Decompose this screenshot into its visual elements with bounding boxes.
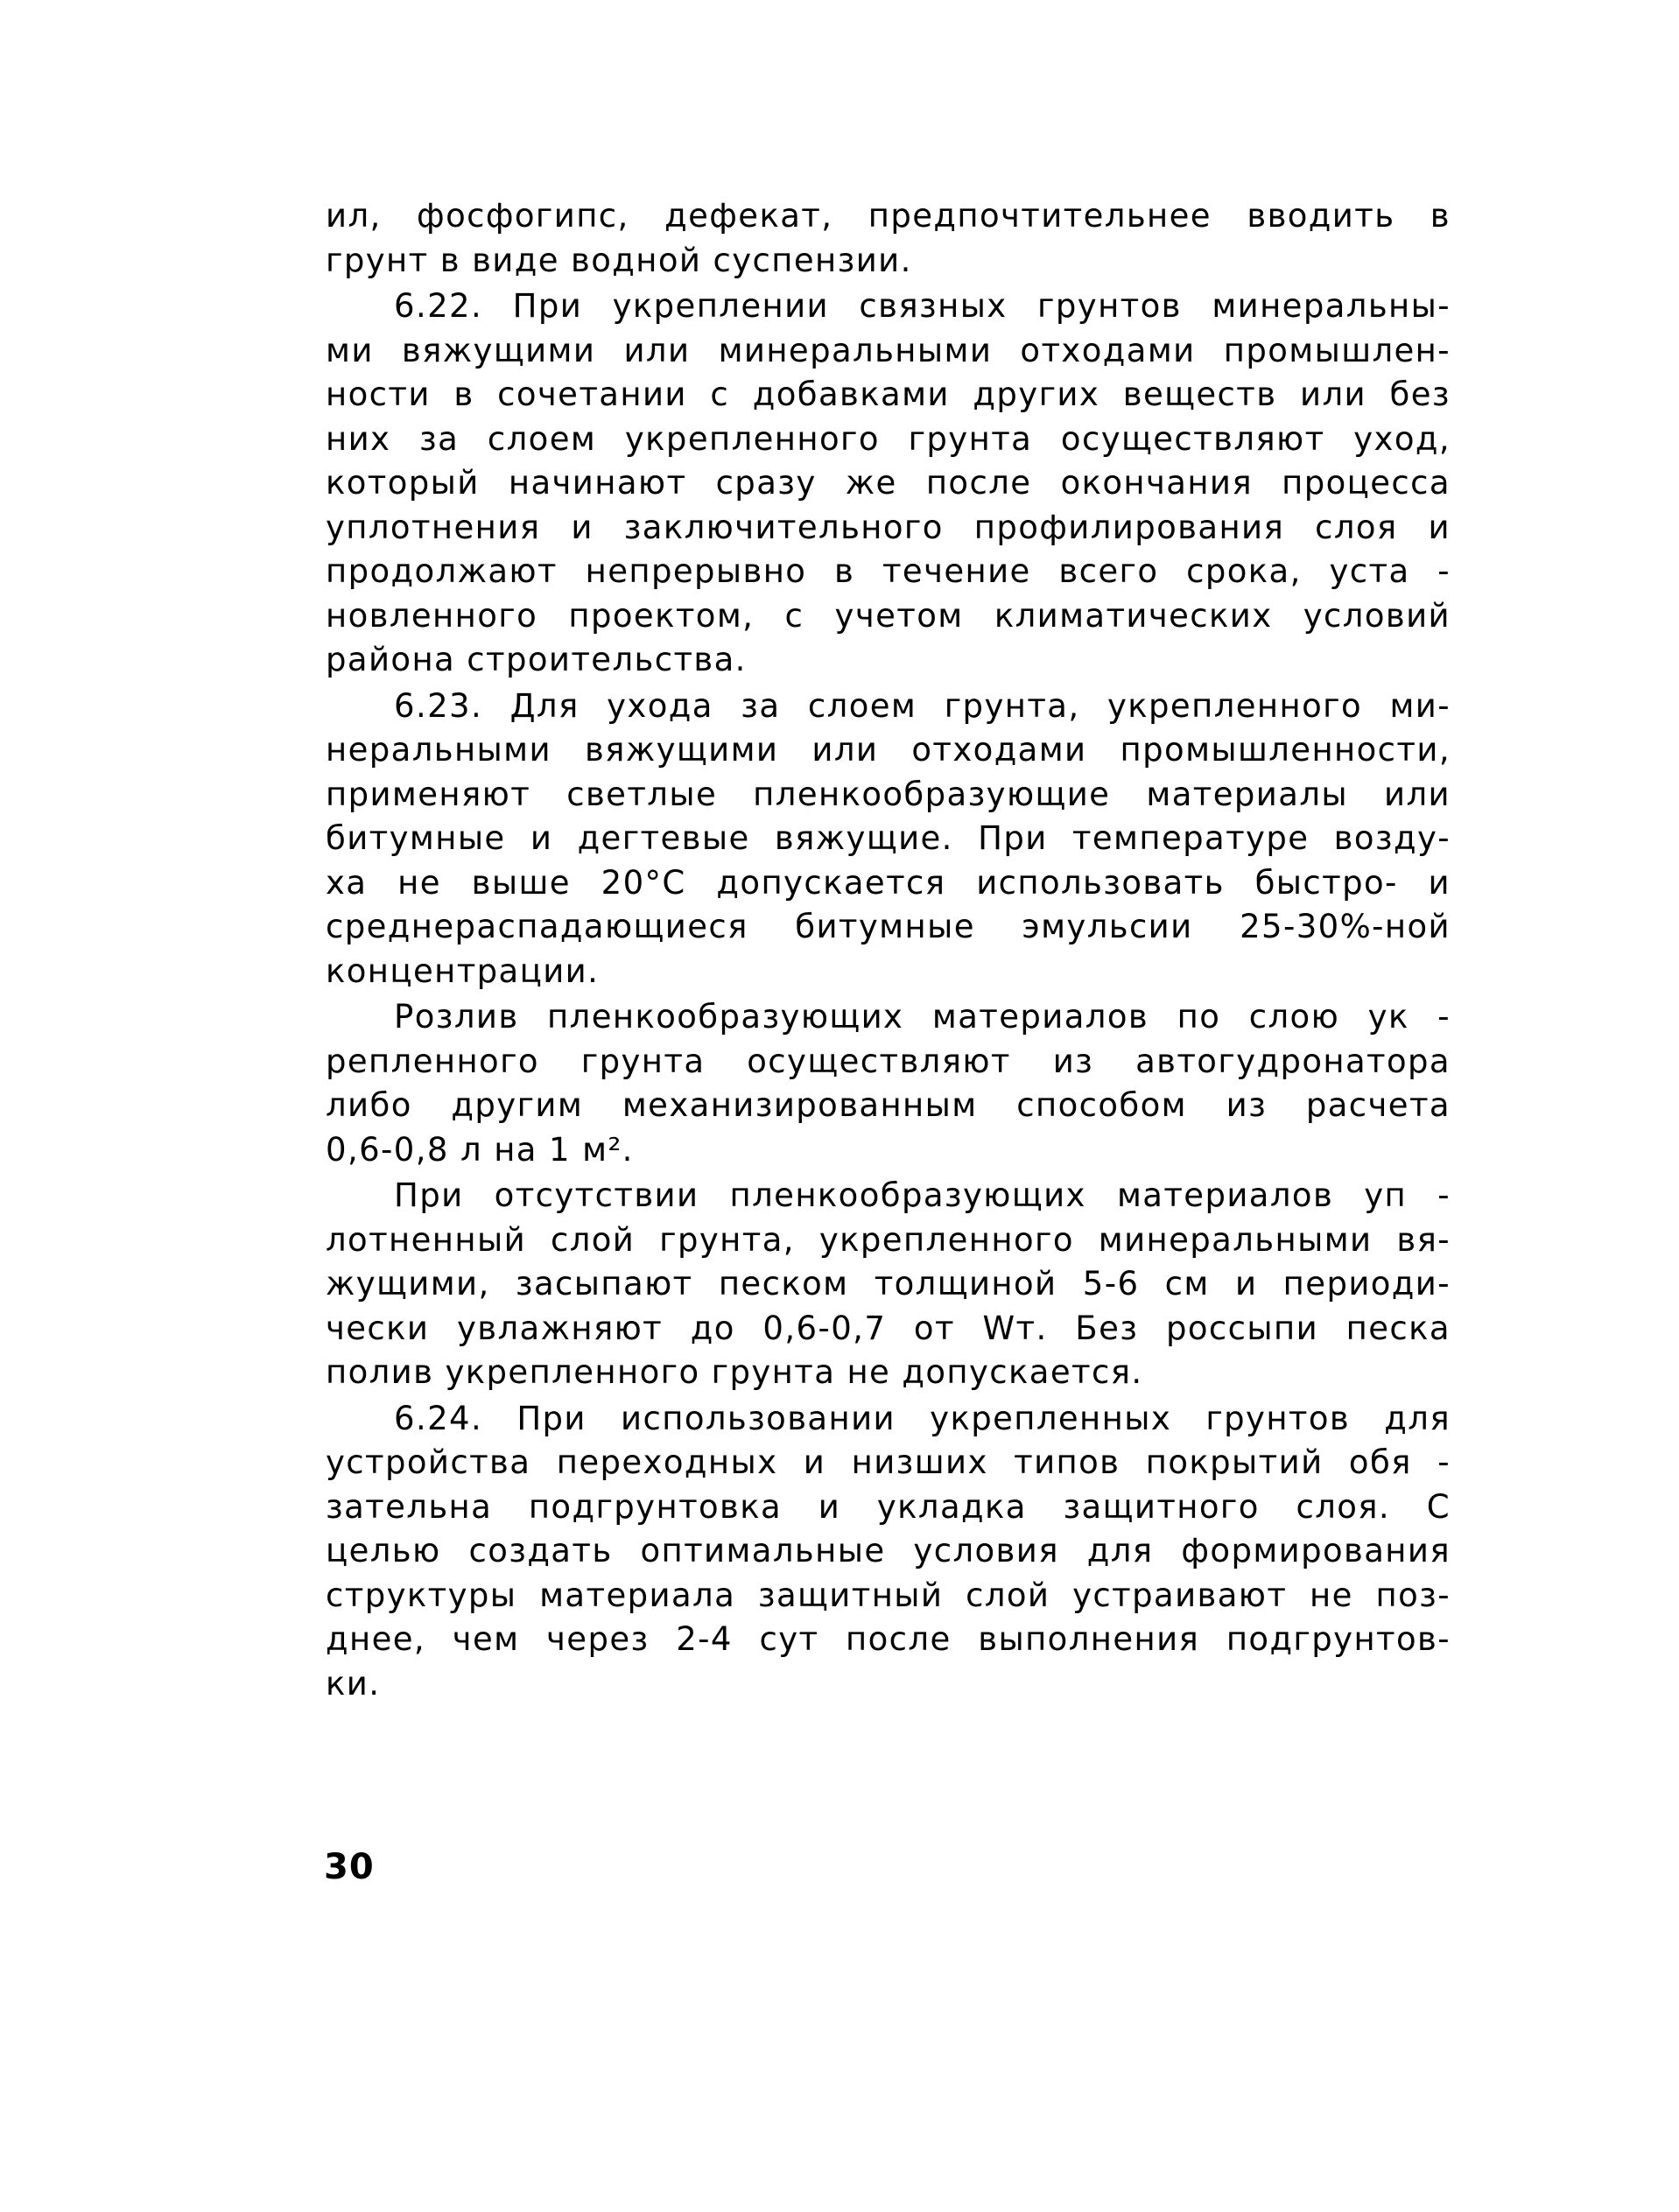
text-line: 6.24. При использовании укрепленных грунтов для xyxy=(394,1399,1451,1437)
text-line: концентрации. xyxy=(326,952,600,990)
text-line: уплотнения и заключительного профилирования слоя и xyxy=(326,508,1451,546)
text-line: Розлив пленкообразующих материалов по слою ук - xyxy=(394,998,1451,1036)
text-line: целью создать оптимальные условия для формирования xyxy=(326,1532,1451,1569)
paragraph-rozliv xyxy=(326,995,1451,1172)
text-line: либо другим механизированным способом из расчета xyxy=(326,1086,1451,1124)
text-line: среднераспадающиеся битумные эмульсии 25-30%-ной xyxy=(326,908,1451,945)
text-line: структуры материала защитный слой устраивают не поз- xyxy=(326,1576,1451,1614)
text-line: жущими, засыпают песком толщиной 5-6 см и периоди- xyxy=(326,1265,1451,1303)
text-line: При отсутствии пленкообразующих материалов уп - xyxy=(394,1176,1451,1214)
text-line: ки. xyxy=(326,1664,381,1703)
text-line: ности в сочетании с добавками других веществ или без xyxy=(326,376,1451,413)
body-text xyxy=(326,194,1451,1706)
text-line: них за слоем укрепленного грунта осуществляют уход, xyxy=(326,419,1451,458)
text-line: продолжают непрерывно в течение всего срока, уста - xyxy=(326,552,1451,590)
text-line: применяют светлые пленкообразующие материалы или xyxy=(326,775,1451,813)
text-line: днее, чем через 2-4 сут после выполнения подгрунтов- xyxy=(326,1620,1451,1658)
text-line: репленного грунта осуществляют из автогудронатора xyxy=(326,1042,1451,1080)
text-line: устройства переходных и низших типов покрытий обя - xyxy=(326,1443,1451,1481)
text-line: района строительства. xyxy=(326,641,747,678)
text-line: 6.22. При укреплении связных грунтов минеральны- xyxy=(394,287,1451,325)
paragraph-continuation xyxy=(326,194,1451,283)
paragraph-6-23 xyxy=(326,685,1451,994)
text-line: 6.23. Для ухода за слоем грунта, укрепленного ми- xyxy=(394,686,1451,725)
text-line: 0,6-0,8 л на 1 м². xyxy=(326,1130,634,1169)
text-line: ми вяжущими или минеральными отходами промышлен- xyxy=(326,331,1451,369)
paragraph-6-22 xyxy=(326,284,1451,683)
text-line: ха не выше 20°С допускается использовать быстро- и xyxy=(326,863,1451,902)
page-number: 30 xyxy=(324,1847,375,1887)
text-line: неральными вяжущими или отходами промышленности, xyxy=(326,731,1451,769)
text-line: новленного проектом, с учетом климатических условий xyxy=(326,596,1451,635)
text-line: зательна подгрунтовка и укладка защитного слоя. С xyxy=(326,1487,1451,1526)
text-line: битумные и дегтевые вяжущие. При температуре возду- xyxy=(326,819,1451,857)
text-line: который начинают сразу же после окончания процесса xyxy=(326,464,1451,502)
text-line: полив укрепленного грунта не допускается. xyxy=(326,1353,1143,1391)
text-line: чески увлажняют до 0,6-0,7 от Wт. Без россыпи песка xyxy=(326,1309,1451,1347)
text-line: грунт в виде водной суспензии. xyxy=(326,241,912,279)
text-line: лотненный слой грунта, укрепленного минеральными вя- xyxy=(326,1220,1451,1259)
paragraph-6-24 xyxy=(326,1397,1451,1707)
text-line: ил, фосфогипс, дефекат, предпочтительнее вводить в xyxy=(326,197,1451,235)
paragraph-pri-otsutstvii xyxy=(326,1174,1451,1395)
